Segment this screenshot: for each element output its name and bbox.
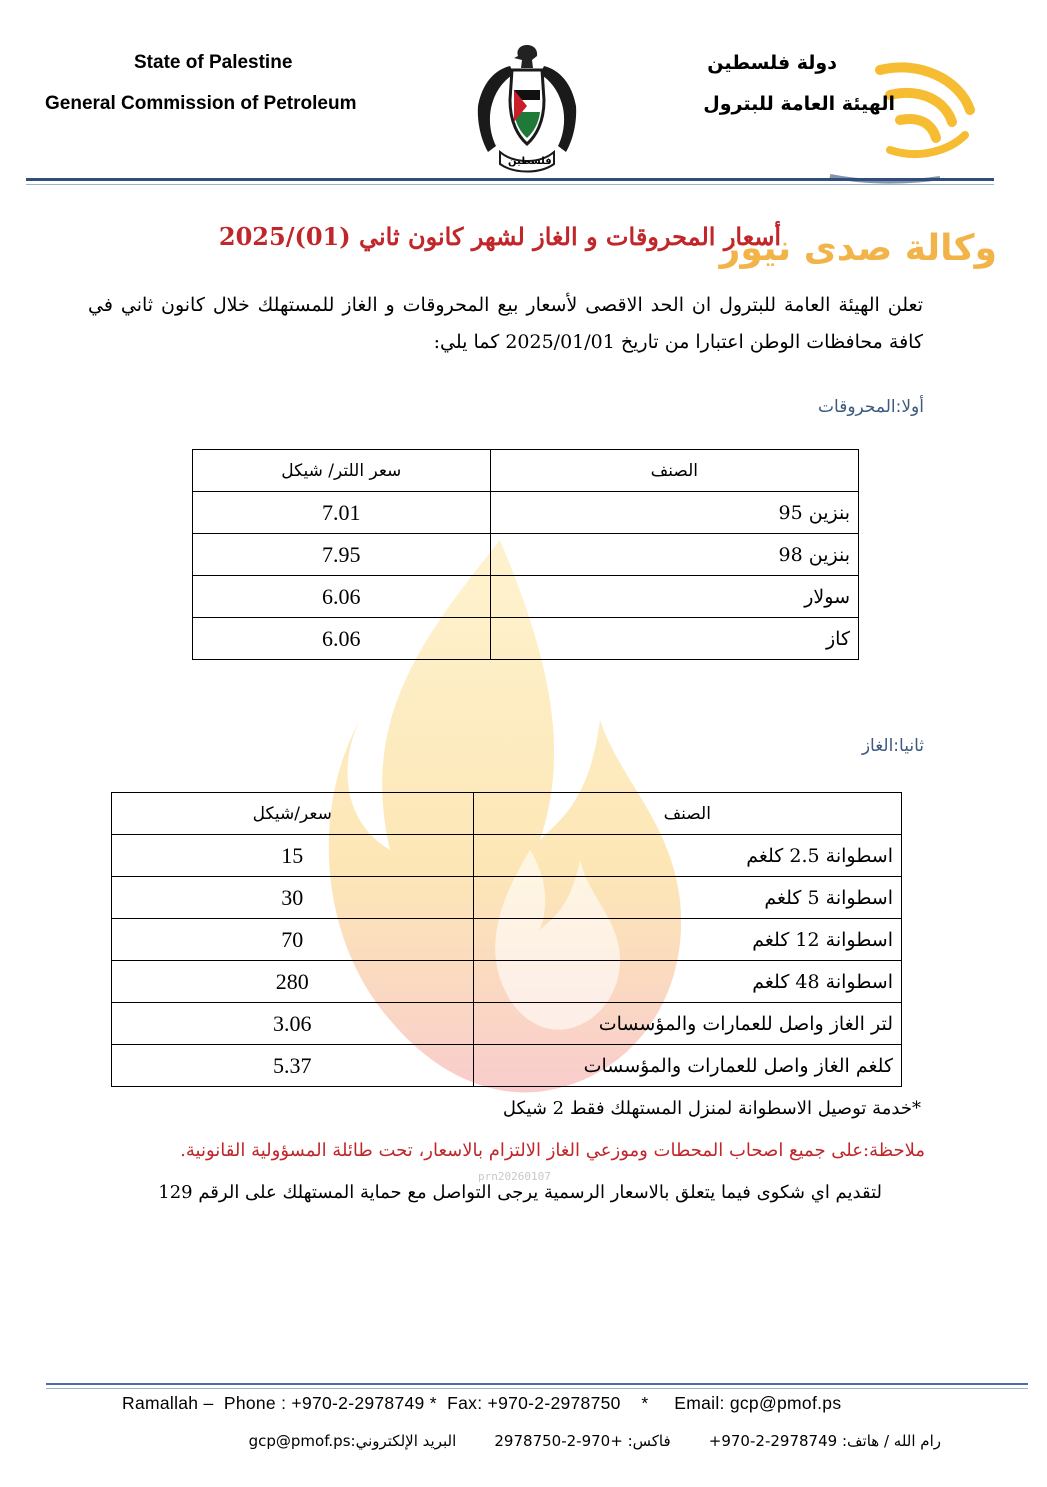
gas-header-row — [112, 793, 902, 835]
header-rule-thin — [26, 184, 994, 185]
fuels-col-price: سعر اللتر/ شيكل — [193, 450, 491, 492]
footer-rule — [46, 1383, 1028, 1385]
header-english-commission: General Commission of Petroleum — [45, 93, 357, 114]
gas-name: اسطوانة 48 كلغم — [473, 961, 901, 1003]
gas-price: 15 — [112, 835, 474, 877]
gas-heading: ثانيا:الغاز — [861, 736, 924, 756]
table-row — [112, 1003, 902, 1045]
gas-name: اسطوانة 12 كلغم — [473, 919, 901, 961]
table-row — [112, 1045, 902, 1087]
fuels-table — [192, 449, 859, 660]
table-row — [193, 534, 859, 576]
gas-price: 280 — [112, 961, 474, 1003]
header-arabic-commission: الهيئة العامة للبترول — [703, 93, 895, 115]
fuel-price: 6.06 — [193, 618, 491, 660]
gas-col-type: الصنف — [473, 793, 901, 835]
table-row — [112, 877, 902, 919]
complaints-note: لتقديم اي شكوى فيما يتعلق بالاسعار الرسمية يرجى التواصل مع حماية المستهلك على الرقم 129 — [158, 1182, 882, 1203]
table-row — [112, 835, 902, 877]
footer-contact-arabic: رام الله / هاتف: 2978749-2-970+ فاكس: +970-2-2978750 البريد الإلكتروني:gcp@pmof.ps — [248, 1432, 941, 1450]
footer-rule-thin — [46, 1388, 1028, 1389]
gas-name: لتر الغاز واصل للعمارات والمؤسسات — [473, 1003, 901, 1045]
document-title: أسعار المحروقات و الغاز لشهر كانون ثاني (01)/2025 — [218, 222, 782, 251]
gas-name: كلغم الغاز واصل للعمارات والمؤسسات — [473, 1045, 901, 1087]
gas-name: اسطوانة 2.5 كلغم — [473, 835, 901, 877]
table-row — [193, 576, 859, 618]
table-row — [112, 919, 902, 961]
table-row — [193, 492, 859, 534]
gas-price: 30 — [112, 877, 474, 919]
gas-price: 70 — [112, 919, 474, 961]
fuel-price: 6.06 — [193, 576, 491, 618]
fuel-name: سولار — [490, 576, 858, 618]
fuels-col-type: الصنف — [490, 450, 858, 492]
table-row — [193, 618, 859, 660]
table-row — [112, 961, 902, 1003]
delivery-note: *خدمة توصيل الاسطوانة لمنزل المستهلك فقط 2 شيكل — [502, 1098, 921, 1119]
agency-watermark: وكالة صدى نيوز — [719, 228, 997, 269]
fuel-name: بنزين 95 — [490, 492, 858, 534]
fuels-header-row — [193, 450, 859, 492]
footer-contact-english: Ramallah – Phone : +970-2-2978749 * Fax: +970-2-2978750 * Email: gcp@pmof.ps — [122, 1393, 842, 1413]
fuels-heading: أولا:المحروقات — [818, 397, 924, 417]
fuel-name: بنزين 98 — [490, 534, 858, 576]
stamp-watermark: prn20260107 — [478, 1170, 551, 1183]
warning-note: ملاحظة:على جميع اصحاب المحطات وموزعي الغاز الالتزام بالاسعار، تحت طائلة المسؤولية القانونية. — [180, 1140, 925, 1161]
fuel-name: كاز — [490, 618, 858, 660]
commission-logo — [820, 50, 990, 190]
gas-price: 3.06 — [112, 1003, 474, 1045]
gas-price: 5.37 — [112, 1045, 474, 1087]
gas-name: اسطوانة 5 كلغم — [473, 877, 901, 919]
fuel-price: 7.95 — [193, 534, 491, 576]
header-arabic-state: دولة فلسطين — [707, 52, 837, 74]
gas-table — [111, 792, 902, 1087]
header-rule — [26, 178, 994, 181]
gas-col-price: سعر/شيكل — [112, 793, 474, 835]
fuel-price: 7.01 — [193, 492, 491, 534]
header-english-state: State of Palestine — [134, 52, 293, 73]
intro-paragraph: تعلن الهيئة العامة للبترول ان الحد الاقصى لأسعار بيع المحروقات و الغاز للمستهلك خلال كانون ثاني في كافة محافظات الوطن اعتبارا من تاريخ 2025/01/01 كما يلي: — [88, 294, 923, 353]
emblem-caption: فلسطين — [508, 156, 552, 167]
